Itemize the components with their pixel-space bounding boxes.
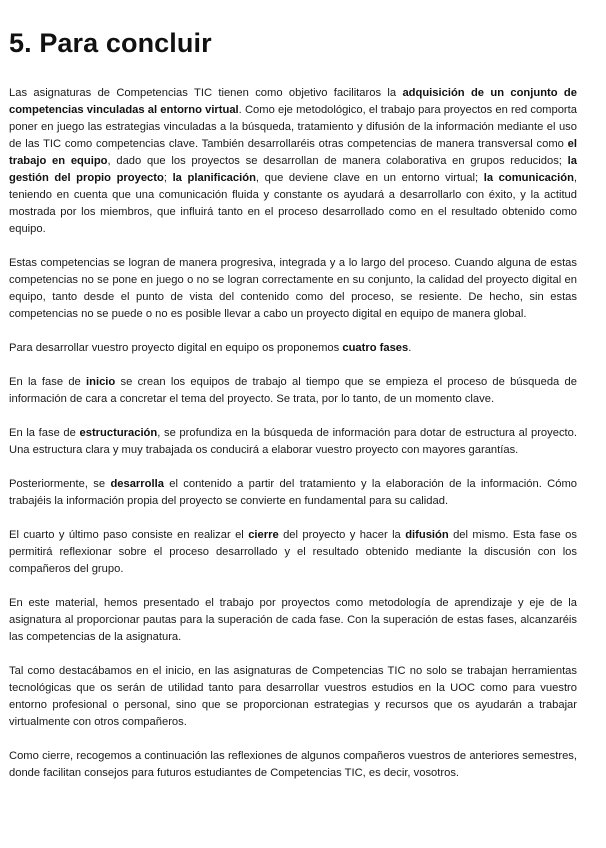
paragraph-phase-close: El cuarto y último paso consiste en realizar el cierre del proyecto y hacer la difusión del mismo. Esta fase os permitirá reflexionar sobre el proceso desarrollado y el resultado obtenido mediante la discusión con los compañeros del grupo. [9, 529, 577, 575]
paragraph-phase-structure: En la fase de estructuración, se profundiza en la búsqueda de información para dotar de estructura al proyecto. Una estructura clara y muy trabajada os conducirá a elaborar vuestro proyecto con mayores garantías. [9, 427, 577, 456]
paragraph-tools-strategies: Tal como destacábamos en el inicio, en las asignaturas de Competencias TIC no solo se trabajan herramientas tecnológicas que os serán de utilidad tanto para desarrollar vuestros estudios en la UOC como para vuestro entorno profesional o personal, sino que se proporcionan estrategias y recursos que os ayudarán a trabajar virtualmente con otros compañeros. [9, 665, 577, 728]
paragraph-phase-start: En la fase de inicio se crean los equipos de trabajo al tiempo que se empieza el proceso de búsqueda de información de cara a concretar el tema del proyecto. Se trata, por lo tanto, de un momento clave. [9, 376, 577, 405]
section-title: 5. Para concluir [9, 28, 212, 58]
paragraph-four-phases: Para desarrollar vuestro proyecto digital en equipo os proponemos cuatro fases. [9, 342, 412, 354]
paragraph-objectives: Las asignaturas de Competencias TIC tienen como objetivo facilitaros la adquisición de un conjunto de competencias vinculadas al entorno virtual. Como eje metodológico, el trabajo para proyectos en red comporta poner en juego las estrategias vinculadas a la búsqueda, tratamiento y difusión de la información mediante el uso de las TIC como competencias clave. También desarrollaréis otras competencias de manera transversal como el trabajo en equipo, dado que los proyectos se desarrollan de manera colaborativa en grupos reducidos; la gestión del propio proyecto; la planificación, que deviene clave en un entorno virtual; la comunicación, teniendo en cuenta que una comunicación fluida y constante os ayudará a desarrollarlo con éxito, y la actitud mostrada por los miembros, que influirá tanto en el proceso desarrollado como en el resultado obtenido como equipo. [9, 87, 578, 235]
paragraph-phase-develop: Posteriormente, se desarrolla el contenido a partir del tratamiento y la elaboración de la información. Cómo trabajéis la información propia del proyecto se convierte en fundamental para su calidad. [9, 478, 577, 507]
paragraph-competencies: Estas competencias se logran de manera progresiva, integrada y a lo largo del proceso. Cuando alguna de estas competencias no se pone en juego o no se logran correctamente en su conjunto, la calidad del proyecto digital en equipo, tanto desde el punto de vista del contenido como del proceso, se resiente. De hecho, sin estas competencias no se puede o no es posible llevar a cabo un proyecto digital en equipo de manera global. [9, 257, 577, 320]
paragraph-material-summary: En este material, hemos presentado el trabajo por proyectos como metodología de aprendizaje y eje de la asignatura al proporcionar pautas para la superación de cada fase. Con la superación de estas fases, alcanzaréis las competencias de la asignatura. [9, 597, 577, 643]
paragraph-closing: Como cierre, recogemos a continuación las reflexiones de algunos compañeros vuestros de anteriores semestres, donde facilitan consejos para futuros estudiantes de Competencias TIC, es decir, vosotros. [9, 750, 577, 779]
